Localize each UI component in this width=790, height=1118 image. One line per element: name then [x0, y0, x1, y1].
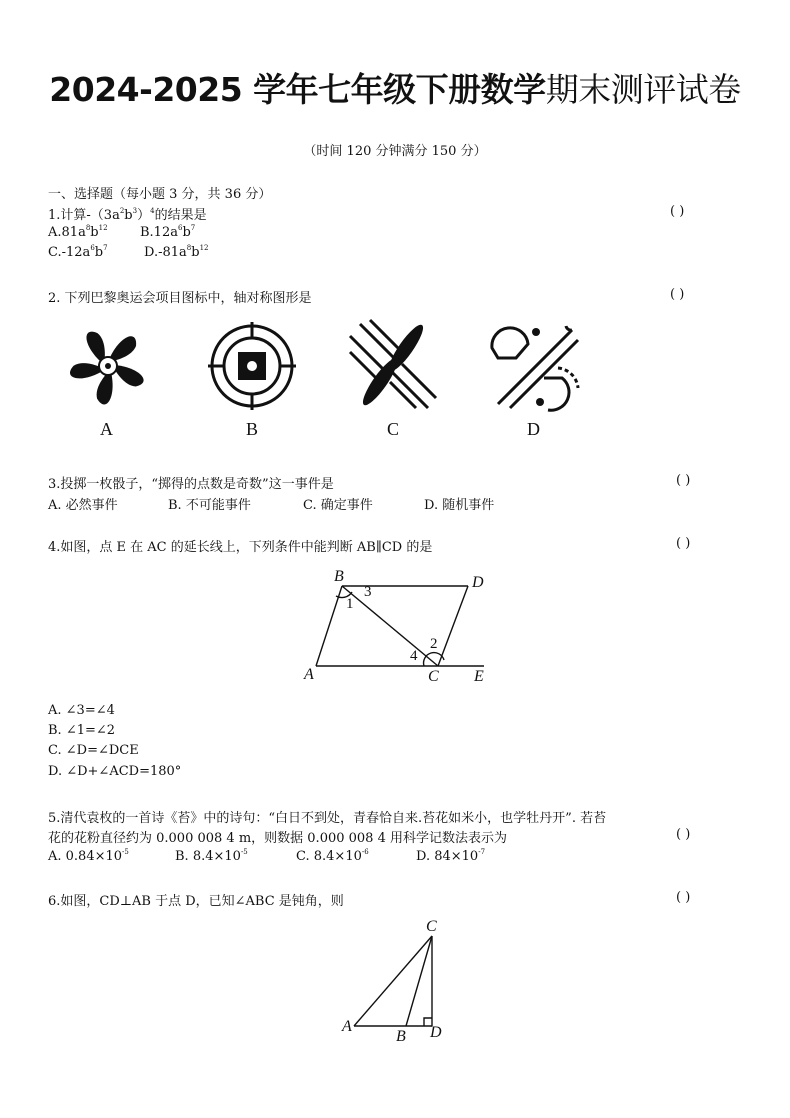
q2-label-a: A [100, 419, 113, 439]
point-c-label: C [428, 668, 439, 685]
q5-option-d: D. $84\times 10^{-7}$ [416, 848, 486, 864]
q2-stem: 2. 下列巴黎奥运会项目图标中，轴对称图形是 [48, 291, 312, 306]
point-b-label: B [396, 1028, 406, 1045]
q4-answer-blank[interactable]: ( ) [676, 536, 691, 551]
crossed-rackets-icon [346, 316, 442, 412]
q5-option-b: B. $8.4\times 10^{-5}$ [175, 848, 248, 864]
q2-label-c: C [387, 419, 400, 439]
q1-option-d: $D.-81a^8b^{12}$ [144, 244, 209, 260]
point-d-label: D [472, 574, 484, 591]
q1-stem: 1.计算$-(3a^2b^3)^4$的结果是 [48, 207, 207, 223]
q4-stem: 4.如图，点 E 在 AC 的延长线上，下列条件中能判断 AB∥CD 的是 [48, 540, 433, 555]
q2-label-b: B [246, 419, 259, 439]
q3-stem: 3.投掷一枚骰子，“掷得的点数是奇数”这一事件是 [48, 477, 334, 492]
pinwheel-icon [62, 320, 154, 412]
q3-option-b: B. 不可能事件 [168, 498, 251, 513]
q1-option-c: $C.-12a^6b^7$ [48, 244, 108, 260]
q4-option-d: D. ∠D+∠ACD=180° [48, 764, 182, 779]
q2-label-d: D [527, 419, 540, 439]
point-c-label: C [426, 918, 437, 935]
page-title: 2024-2025 学年七年级下册数学期末测评试卷 [49, 70, 741, 109]
q5-answer-blank[interactable]: ( ) [676, 827, 691, 842]
point-a-label: A [304, 666, 314, 683]
hockey-icon [488, 318, 584, 414]
q3-option-a: A. 必然事件 [48, 498, 118, 513]
q4-figure [298, 570, 498, 688]
q6-figure [340, 918, 450, 1048]
q1-answer-blank[interactable]: ( ) [670, 204, 685, 219]
q5-stem-line2: 花的花粉直径约为 0.000 008 4 m，则数据 0.000 008 4 用科学记数法表示为 [48, 831, 507, 846]
section-heading: 一、选择题（每小题 3 分，共 36 分） [48, 187, 272, 202]
target-icon [206, 320, 298, 412]
point-d-label: D [430, 1024, 442, 1041]
q2-answer-blank[interactable]: ( ) [670, 287, 685, 302]
q3-option-c: C. 确定事件 [303, 498, 373, 513]
point-b-label: B [334, 568, 344, 585]
q1-option-b: $B.12a^6b^7$ [140, 224, 196, 240]
point-a-label: A [342, 1018, 352, 1035]
q4-option-b: B. ∠1=∠2 [48, 723, 116, 738]
angle-4-label: 4 [410, 648, 418, 664]
point-e-label: E [474, 668, 484, 685]
q5-stem-line1: 5.清代袁枚的一首诗《苔》中的诗句：“白日不到处，青春恰自来.苔花如米小，也学牡丹开”. 若苔 [48, 811, 607, 826]
q4-option-c: C. ∠D=∠DCE [48, 743, 139, 758]
q5-option-a: A. $0.84\times 10^{-5}$ [48, 848, 129, 864]
angle-3-label: 3 [364, 584, 372, 600]
q3-option-d: D. 随机事件 [424, 498, 495, 513]
q5-option-c: C. $8.4\times 10^{-6}$ [296, 848, 369, 864]
q3-answer-blank[interactable]: ( ) [676, 473, 691, 488]
angle-2-label: 2 [430, 636, 438, 652]
q6-answer-blank[interactable]: ( ) [676, 890, 691, 905]
q1-option-a: $A.81a^8b^{12}$ [48, 224, 108, 240]
q4-option-a: A. ∠3=∠4 [48, 703, 115, 718]
q6-stem: 6.如图，CD⊥AB 于点 D，已知∠ABC 是钝角，则 [48, 894, 344, 909]
exam-subtitle: （时间 120 分钟满分 150 分） [303, 144, 487, 159]
angle-1-label: 1 [346, 596, 354, 612]
